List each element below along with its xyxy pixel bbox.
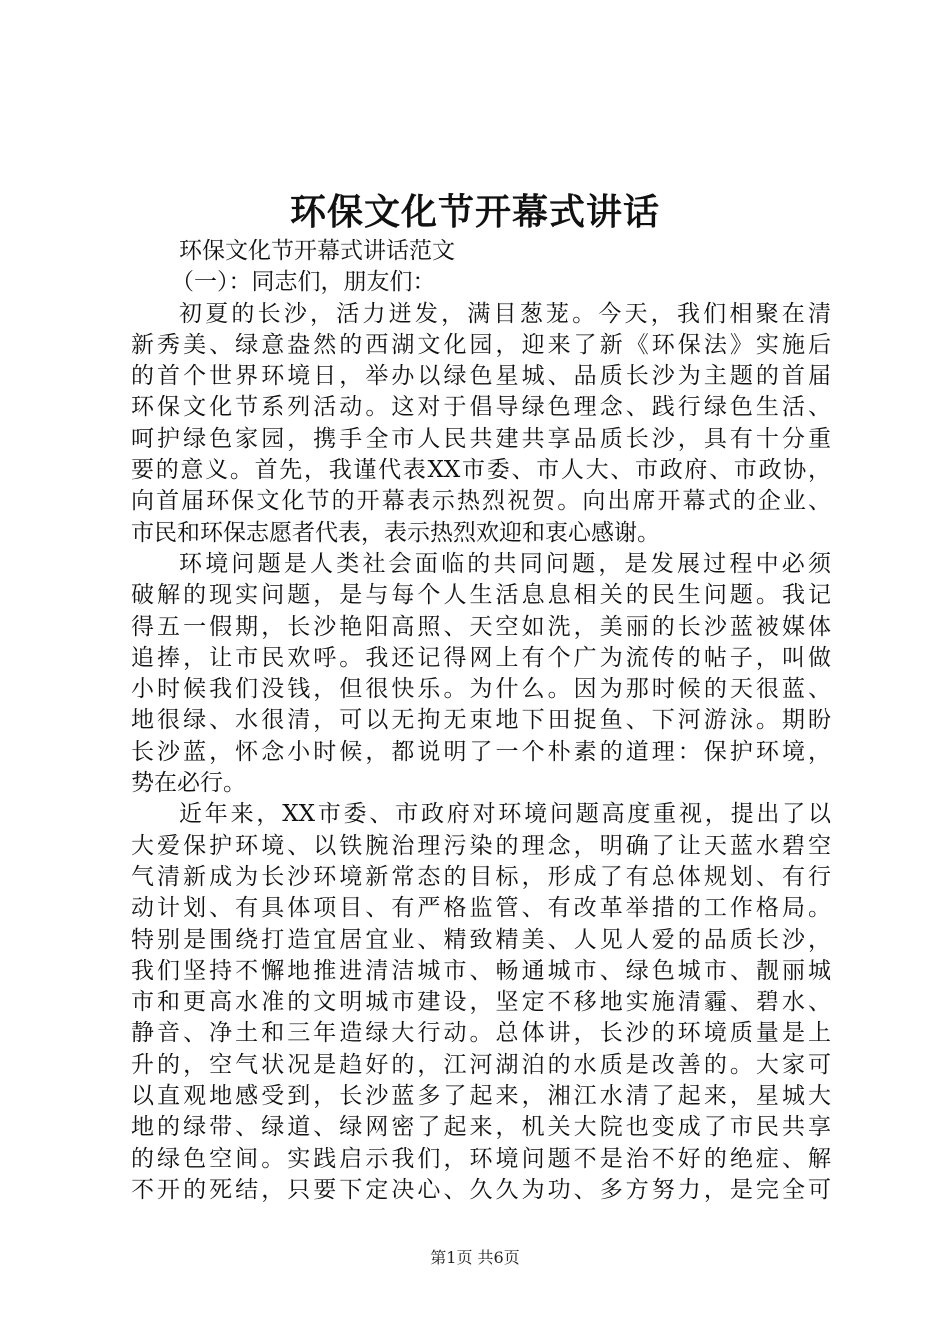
document-body xyxy=(131,236,831,1206)
text-line: 地的绿带、绿道、绿网密了起来，机关大院也变成了市民共享 xyxy=(131,1114,831,1141)
document-title: 环保文化节开幕式讲话 xyxy=(289,191,660,233)
text-line: 升的，空气状况是趋好的，江河湖泊的水质是改善的。大家可 xyxy=(131,1051,831,1078)
text-line: （一）：同志们，朋友们： xyxy=(171,269,436,296)
text-line: 势在必行。 xyxy=(131,770,246,797)
text-line: 新秀美、绿意盎然的西湖文化园，迎来了新《环保法》实施后 xyxy=(131,331,831,358)
text-line: 大爱保护环境、以铁腕治理污染的理念，明确了让天蓝水碧空 xyxy=(131,832,831,859)
text-line: 长沙蓝，怀念小时候，都说明了一个朴素的道理：保护环境， xyxy=(131,738,831,765)
text-line: 我们坚持不懈地推进清洁城市、畅通城市、绿色城市、靓丽城 xyxy=(131,957,831,984)
text-line: 得五一假期，长沙艳阳高照、天空如洗，美丽的长沙蓝被媒体 xyxy=(131,613,831,640)
text-line: 不开的死结，只要下定决心、久久为功、多方努力，是完全可 xyxy=(131,1176,831,1203)
text-line: 追捧，让市民欢呼。我还记得网上有个广为流传的帖子，叫做 xyxy=(131,644,831,671)
text-line: 要的意义。首先，我谨代表XX市委、市人大、市政府、市政协， xyxy=(131,457,831,484)
text-line: 破解的现实问题，是与每个人生活息息相关的民生问题。我记 xyxy=(131,582,831,609)
page-footer: 第1页 共6页 xyxy=(430,1248,520,1267)
text-line: 以直观地感受到，长沙蓝多了起来，湘江水清了起来，星城大 xyxy=(131,1083,831,1110)
text-line: 的首个世界环境日，举办以绿色星城、品质长沙为主题的首届 xyxy=(131,363,831,390)
text-line: 特别是围绕打造宜居宜业、精致精美、人见人爱的品质长沙， xyxy=(131,926,831,953)
text-line: 静音、净土和三年造绿大行动。总体讲，长沙的环境质量是上 xyxy=(131,1020,831,1047)
text-line: 小时候我们没钱，但很快乐。为什么。因为那时候的天很蓝、 xyxy=(131,676,831,703)
text-line: 的绿色空间。实践启示我们，环境问题不是治不好的绝症、解 xyxy=(131,1145,831,1172)
text-line: 近年来，XX市委、市政府对环境问题高度重视，提出了以 xyxy=(179,801,831,828)
text-line: 市民和环保志愿者代表，表示热烈欢迎和衷心感谢。 xyxy=(131,519,660,546)
text-line: 动计划、有具体项目、有严格监管、有改革举措的工作格局。 xyxy=(131,895,831,922)
text-line: 呵护绿色家园，携手全市人民共建共享品质长沙，具有十分重 xyxy=(131,425,831,452)
text-line: 环保文化节系列活动。这对于倡导绿色理念、践行绿色生活、 xyxy=(131,394,831,421)
text-line: 初夏的长沙，活力迸发，满目葱茏。今天，我们相聚在清 xyxy=(179,300,831,327)
text-line: 向首届环保文化节的开幕表示热烈祝贺。向出席开幕式的企业、 xyxy=(131,488,831,515)
text-line: 气清新成为长沙环境新常态的目标，形成了有总体规划、有行 xyxy=(131,863,831,890)
text-line: 市和更高水准的文明城市建设，坚定不移地实施清霾、碧水、 xyxy=(131,989,831,1016)
text-line: 地很绿、水很清，可以无拘无束地下田捉鱼、下河游泳。期盼 xyxy=(131,707,831,734)
text-line: 环境问题是人类社会面临的共同问题，是发展过程中必须 xyxy=(179,550,831,577)
text-line: 环保文化节开幕式讲话范文 xyxy=(179,238,455,264)
